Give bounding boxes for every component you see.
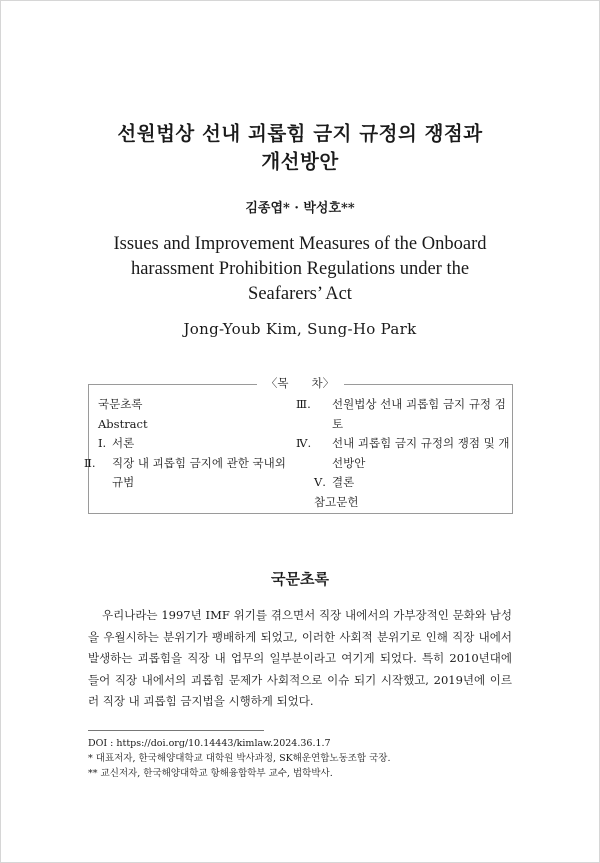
paper-title-korean: [0, 120, 600, 176]
toc-item: 참고문헌: [314, 494, 359, 509]
toc-item: Ⅳ. 선내 괴롭힘 금지 규정의 쟁점 및 개선방안: [296, 436, 510, 470]
table-of-contents: [84, 376, 513, 514]
toc-top-rule-right: [344, 384, 512, 385]
paper-title-english: Issues and Improvement Measures of the Onboard harassment Prohibition Regulations under the Seafarers’ Act: [113, 234, 487, 304]
toc-right-column: [296, 395, 510, 512]
abstract-paragraph: 우리나라는 1997년 IMF 위기를 겪으면서 직장 내에서의 가부장적인 문화와 남성을 우월시하는 분위기가 팽배하게 되었고, 이러한 사회적 분위기로 인해 직장 내에서 발생하는 괴롭힘을 직장 내 업무의 일부분이라고 여기게 되었다. 특히 2010년대에 들어 직장 내에서의 괴롭힘 문제가 사회적으로 이슈 되기 시작했고, 2019년에 이르러 직장 내 괴롭힘 금지법을 시행하게 되었다.: [88, 608, 512, 708]
toc-item: Ⅰ. 서론: [98, 436, 135, 450]
toc-item: Abstract: [98, 416, 148, 431]
footnote-divider: [88, 730, 264, 731]
footnote-author-1: * 대표저자, 한국해양대학교 대학원 박사과정, SK해운연합노동조합 국장.: [88, 753, 391, 764]
title-line-2: 개선방안: [261, 150, 339, 173]
abstract-heading: 국문초록: [271, 570, 329, 588]
title-line-1: 선원법상 선내 괴롭힘 금지 규정의 쟁점과: [117, 122, 483, 145]
toc-item: Ⅴ. 결론: [314, 475, 355, 489]
footnote-author-2: ** 교신저자, 한국해양대학교 항해융합학부 교수, 법학박사.: [88, 768, 333, 779]
doi-line: DOI : https://doi.org/10.14443/kimlaw.2024.36.1.7: [88, 738, 331, 749]
toc-heading: 〈목 차〉: [265, 376, 335, 390]
authors-english: Jong-Youb Kim, Sung-Ho Park: [183, 320, 417, 338]
toc-item: Ⅱ. 직장 내 괴롭힘 금지에 관한 국내외 규범: [84, 455, 286, 489]
footnotes: [88, 736, 512, 781]
toc-top-rule-left: [89, 384, 257, 385]
authors-korean: 김종엽* · 박성호**: [245, 201, 355, 216]
toc-item: 국문초록: [98, 397, 143, 411]
toc-item: Ⅲ. 선원법상 선내 괴롭힘 금지 규정 검토: [296, 397, 506, 431]
toc-left-column: [84, 395, 293, 493]
abstract-body: [88, 605, 512, 713]
